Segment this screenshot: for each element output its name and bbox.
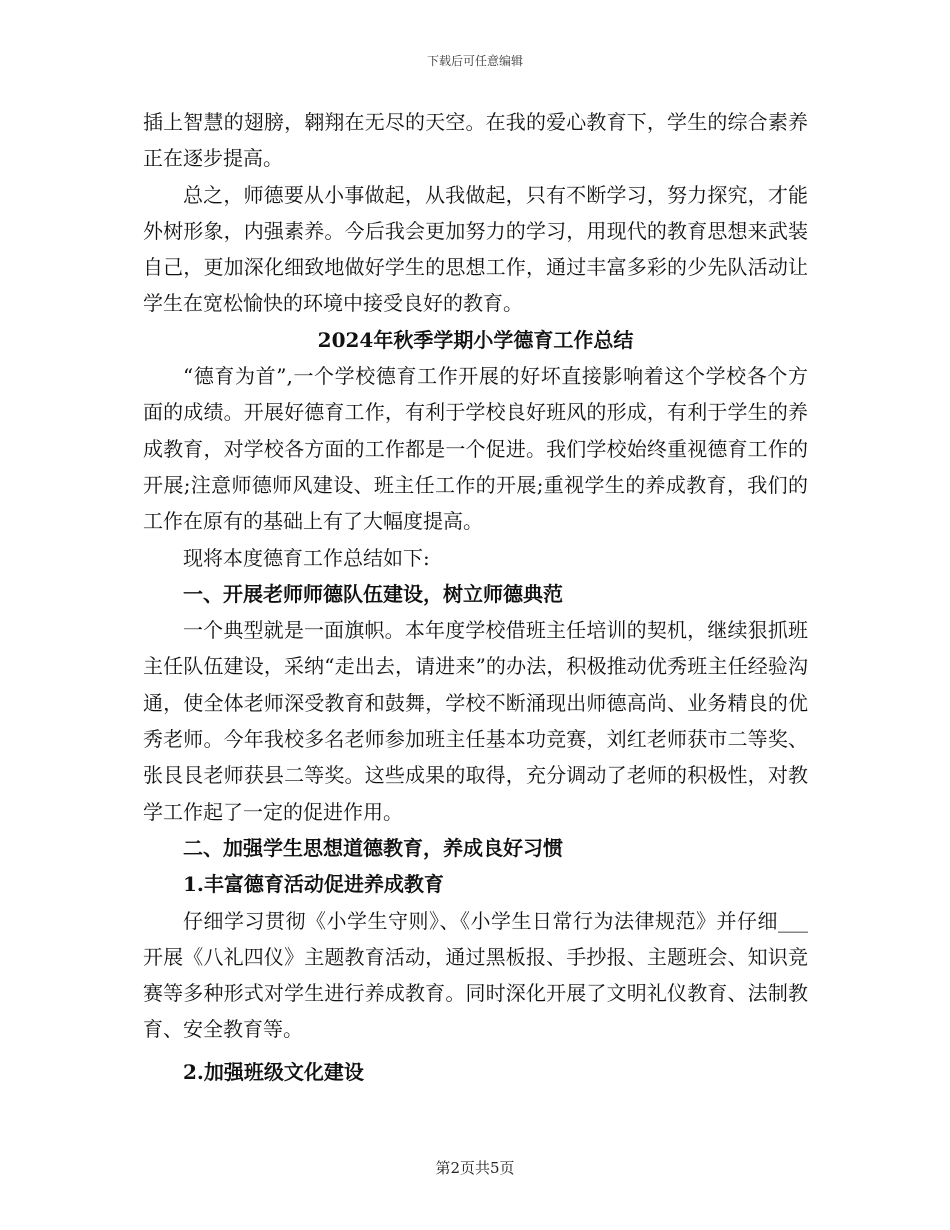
section-heading-2: 二、加强学生思想道德教育，养成良好习惯 bbox=[183, 835, 563, 860]
page-number: 第2页共5页 bbox=[435, 1159, 515, 1177]
document-body bbox=[143, 104, 808, 1090]
section-heading-1: 一、开展老师师德队伍建设，树立师德典范 bbox=[183, 581, 563, 606]
paragraph-conclusion: 总之，师德要从小事做起，从我做起，只有不断学习，努力探究，才能外树形象，内强素养。今后我会更加努力的学习，用现代的教育思想来武装自己，更加深化细致地做好学生的思想工作，通过丰富多彩的少先队活动让学生在宽松愉快的环境中接受良好的教育。 bbox=[143, 182, 808, 316]
subsection-heading-2-2: 2.加强班级文化建设 bbox=[183, 1059, 364, 1084]
subsection-heading-2-1: 1.丰富德育活动促进养成教育 bbox=[183, 872, 444, 897]
paragraph-summary-lead: 现将本度德育工作总结如下: bbox=[183, 545, 430, 570]
page-header: 下载后可任意编辑 bbox=[426, 54, 523, 68]
document-title: 2024年秋季学期小学德育工作总结 bbox=[317, 327, 634, 352]
paragraph-section-1: 一个典型就是一面旗帜。本年度学校借班主任培训的契机，继续狠抓班主任队伍建设，采纳“走出去，请进来”的办法，积极推动优秀班主任经验沟通，使全体老师深受教育和鼓舞，学校不断涌现出师德高尚、业务精良的优秀老师。今年我校多名老师参加班主任基本功竞赛，刘红老师获市二等奖、张艮艮老师获县二等奖。这些成果的取得，充分调动了老师的积极性，对教学工作起了一定的促进作用。 bbox=[143, 618, 808, 824]
paragraph-subsection-2-1: 仔细学习贯彻《小学生守则》、《小学生日常行为法律规范》并仔细___开展《八礼四仪》主题教育活动，通过黑板报、手抄报、主题班会、知识竞赛等多种形式对学生进行养成教育。同时深化开展了文明礼仪教育、法制教育、安全教育等。 bbox=[143, 908, 808, 1042]
paragraph-continuation: 插上智慧的翅膀，翱翔在无尽的天空。在我的爱心教育下，学生的综合素养正在逐步提高。 bbox=[143, 110, 808, 171]
paragraph-intro: “德育为首”,一个学校德育工作开展的好坏直接影响着这个学校各个方面的成绩。开展好德育工作，有利于学校良好班风的形成，有利于学生的养成教育，对学校各方面的工作都是一个促进。我们学校始终重视德育工作的开展;注意师德师风建设、班主任工作的开展;重视学生的养成教育，我们的工作在原有的基础上有了大幅度提高。 bbox=[143, 364, 808, 534]
